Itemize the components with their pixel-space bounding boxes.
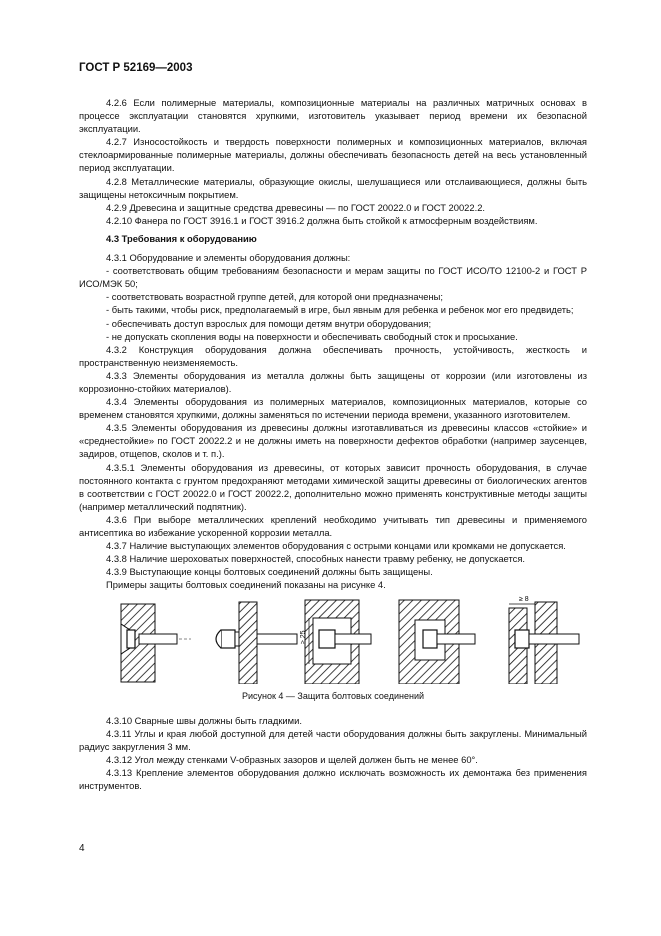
document-header: ГОСТ Р 52169—2003 bbox=[79, 62, 193, 74]
paragraph: 4.3.7 Наличие выступающих элементов оборудования с острыми концами или кромками не допускается. bbox=[106, 540, 566, 552]
page-number: 4 bbox=[79, 843, 85, 854]
paragraph: 4.3.5 Элементы оборудования из древесины должны изготавливаться из древесины классов «стойкие» и «среднестойкие» по ГОСТ 20022.2 и не должны иметь на поверхности дефектов обработки (например заусенцев, задиров, отщепов, сколов и т. п.). bbox=[79, 422, 587, 460]
paragraph: 4.3.13 Крепление элементов оборудования должно исключать возможность их демонтажа без применения инструментов. bbox=[79, 766, 587, 792]
paragraph: 4.3.11 Углы и края любой доступной для детей части оборудования должны быть закруглены. Минимальный радиус закругления 3 мм. bbox=[79, 727, 587, 752]
document-body bbox=[79, 96, 587, 792]
bolt-diagram-5 bbox=[509, 596, 579, 684]
paragraph: 4.3.4 Элементы оборудования из полимерных материалов, композиционных материалов, которые со временем становятся хрупкими, должны заменяться по истечении периода времени, указанного изготовителем. bbox=[79, 396, 587, 421]
bolt-diagram-3 bbox=[300, 600, 371, 684]
paragraph: 4.3.1 Оборудование и элементы оборудования должны: bbox=[106, 252, 351, 264]
bolt-diagram-2 bbox=[216, 602, 297, 684]
paragraph: 4.3.10 Сварные швы должны быть гладкими. bbox=[106, 714, 302, 726]
paragraph: 4.2.8 Металлические материалы, образующие окислы, шелушащиеся или отслаивающиеся, должны быть защищены нетоксичным покрытием. bbox=[79, 175, 587, 200]
dimension-label-25: ≥ 25 bbox=[300, 630, 307, 645]
paragraph: 4.3.3 Элементы оборудования из металла должны быть защищены от коррозии (или изготовлены из коррозионно-стойких материалов). bbox=[79, 369, 587, 394]
paragraph: 4.3.5.1 Элементы оборудования из древесины, от которых зависит прочность оборудования, в случае постоянного контакта с грунтом предохраняют методами химической защиты древесины от биологических агентов в соответствии с ГОСТ 20022.0 и ГОСТ 20022.2, дополнительно можно применять конструктивные методы защиты (например металлический подпятник). bbox=[79, 461, 587, 512]
paragraph: 4.3.9 Выступающие концы болтовых соединений должны быть защищены. bbox=[106, 566, 433, 578]
section-heading: 4.3 Требования к оборудованию bbox=[106, 232, 257, 244]
paragraph: 4.3.6 При выборе металлических креплений необходимо учитывать тип древесины и применяемого антисептика во избежание ускоренной коррозии металла. bbox=[79, 513, 587, 538]
dimension-label-8: ≥ 8 bbox=[519, 596, 529, 604]
bolt-diagram-4 bbox=[399, 600, 475, 684]
list-item: - не допускать скопления воды на поверхности и обеспечивать свободный сток и просыхание. bbox=[106, 330, 518, 342]
bolt-diagram-1 bbox=[121, 604, 191, 682]
paragraph: 4.2.7 Износостойкость и твердость поверхности полимерных и композиционных материалов, включая стеклоармированные полимерные материалы, должны обеспечивать безопасность детей на весь установленный период эксплуатации. bbox=[79, 136, 587, 174]
list-item: - быть такими, чтобы риск, предполагаемый в игре, был явным для ребенка и ребенок мог его предвидеть; bbox=[106, 304, 574, 316]
list-item: - соответствовать общим требованиям безопасности и мерам защиты по ГОСТ ИСО/ТО 12100-2 и ГОСТ Р ИСО/МЭК 50; bbox=[79, 265, 587, 290]
list-item: - обеспечивать доступ взрослых для помощи детям внутри оборудования; bbox=[106, 317, 432, 329]
paragraph: 4.2.6 Если полимерные материалы, композиционные материалы на различных матричных основах в процессе эксплуатации становятся хрупкими, изготовитель указывает период времени их безопасной эксплуатации. bbox=[79, 97, 587, 135]
paragraph: 4.3.2 Конструкция оборудования должна обеспечивать прочность, устойчивость, жесткость и пространственную неизменяемость. bbox=[79, 343, 587, 368]
paragraph: 4.2.9 Древесина и защитные средства древесины — по ГОСТ 20022.0 и ГОСТ 20022.2. bbox=[106, 201, 486, 213]
paragraph: 4.3.12 Угол между стенками V-образных зазоров и щелей должен быть не менее 60°. bbox=[106, 753, 478, 765]
list-item: - соответствовать возрастной группе детей, для которой они предназначены; bbox=[106, 291, 443, 303]
bolt-diagrams bbox=[79, 594, 587, 684]
paragraph: Примеры защиты болтовых соединений показаны на рисунке 4. bbox=[106, 579, 386, 591]
figure-caption: Рисунок 4 — Защита болтовых соединений bbox=[241, 691, 425, 702]
bolt-protection-figure bbox=[79, 594, 587, 684]
paragraph: 4.2.10 Фанера по ГОСТ 3916.1 и ГОСТ 3916.2 должна быть стойкой к атмосферным воздействиям. bbox=[106, 214, 538, 226]
paragraph: 4.3.8 Наличие шероховатых поверхностей, способных нанести травму ребенку, не допускается. bbox=[106, 553, 526, 565]
